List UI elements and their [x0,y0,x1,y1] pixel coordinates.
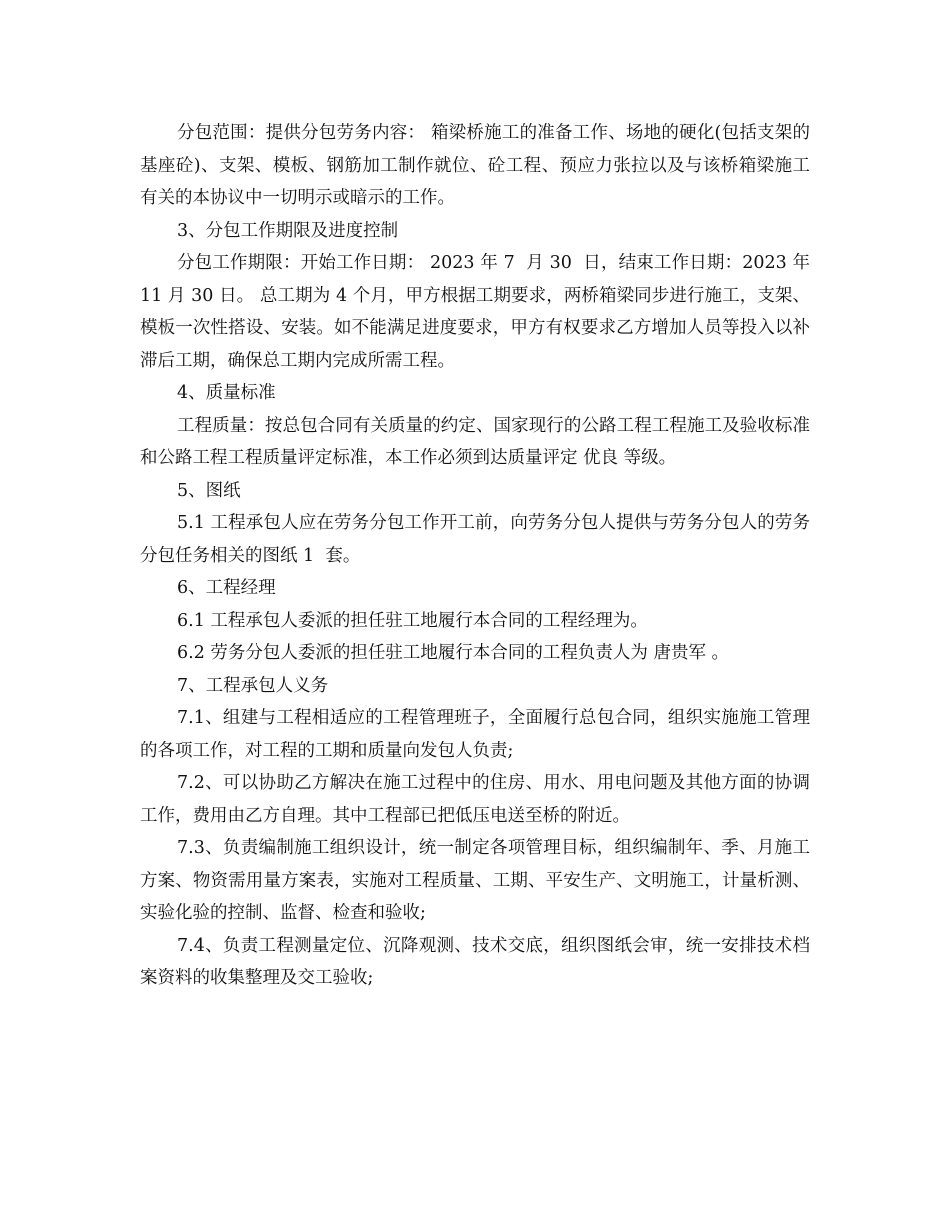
paragraph-6-2: 6.2 劳务分包人委派的担任驻工地履行本合同的工程负责人为 唐贵军 。 [177,643,730,663]
section-heading-5: 5、图纸 [177,480,241,501]
paragraph-6-1: 6.1 工程承包人委派的担任驻工地履行本合同的工程经理为。 [177,610,648,631]
paragraph-5-1: 5.1 工程承包人应在劳务分包工作开工前，向劳务分包人提供与劳务分包人的劳务分包任务相关的图纸 1 套。 [140,513,810,566]
paragraph-7-4: 7.4、负责工程测量定位、沉降观测、技术交底，组织图纸会审，统一安排技术档案资料的收集整理及交工验收; [140,935,810,988]
paragraph-7-1: 7.1、组建与工程相适应的工程管理班子，全面履行总包合同，组织实施施工管理的各项工作，对工程的工期和质量向发包人负责; [140,708,810,761]
section-heading-4: 4、质量标准 [177,383,276,403]
paragraph-scope: 分包范围：提供分包劳务内容： 箱梁桥施工的准备工作、场地的硬化(包括支架的基座砼)、支架、模板、钢筋加工制作就位、砼工程、预应力张拉以及与该桥箱梁施工有关的本协议中一切明示或暗示的工作。 [140,123,810,208]
paragraph-schedule: 分包工作期限：开始工作日期： 2023 年 7 月 30 日，结束工作日期：2023 年 11 月 30 日。 总工期为 4 个月，甲方根据工期要求，两桥箱梁同步进行施工，支架、模板一次性搭设、安装。如不能满足进度要求，甲方有权要求乙方增加人员等投入以补滞后工期，确保总工期内完成所需工程。 [140,253,816,371]
paragraph-7-2: 7.2、可以协助乙方解决在施工过程中的住房、用水、用电问题及其他方面的协调工作，费用由乙方自理。其中工程部已把低压电送至桥的附近。 [140,773,810,826]
section-heading-6: 6、工程经理 [177,578,276,598]
paragraph-quality: 工程质量：按总包合同有关质量的约定、国家现行的公路工程工程施工及验收标准和公路工程工程质量评定标准，本工作必须到达质量评定 优良 等级。 [140,415,810,468]
section-heading-7: 7、工程承包人义务 [177,675,329,696]
document-body [140,117,816,995]
paragraph-7-3: 7.3、负责编制施工组织设计，统一制定各项管理目标，组织编制年、季、月施工方案、物资需用量方案表，实施对工程质量、工期、平安生产、文明施工，计量析测、实验化验的控制、监督、检查和验收; [140,838,810,923]
section-heading-3: 3、分包工作期限及进度控制 [177,220,399,241]
